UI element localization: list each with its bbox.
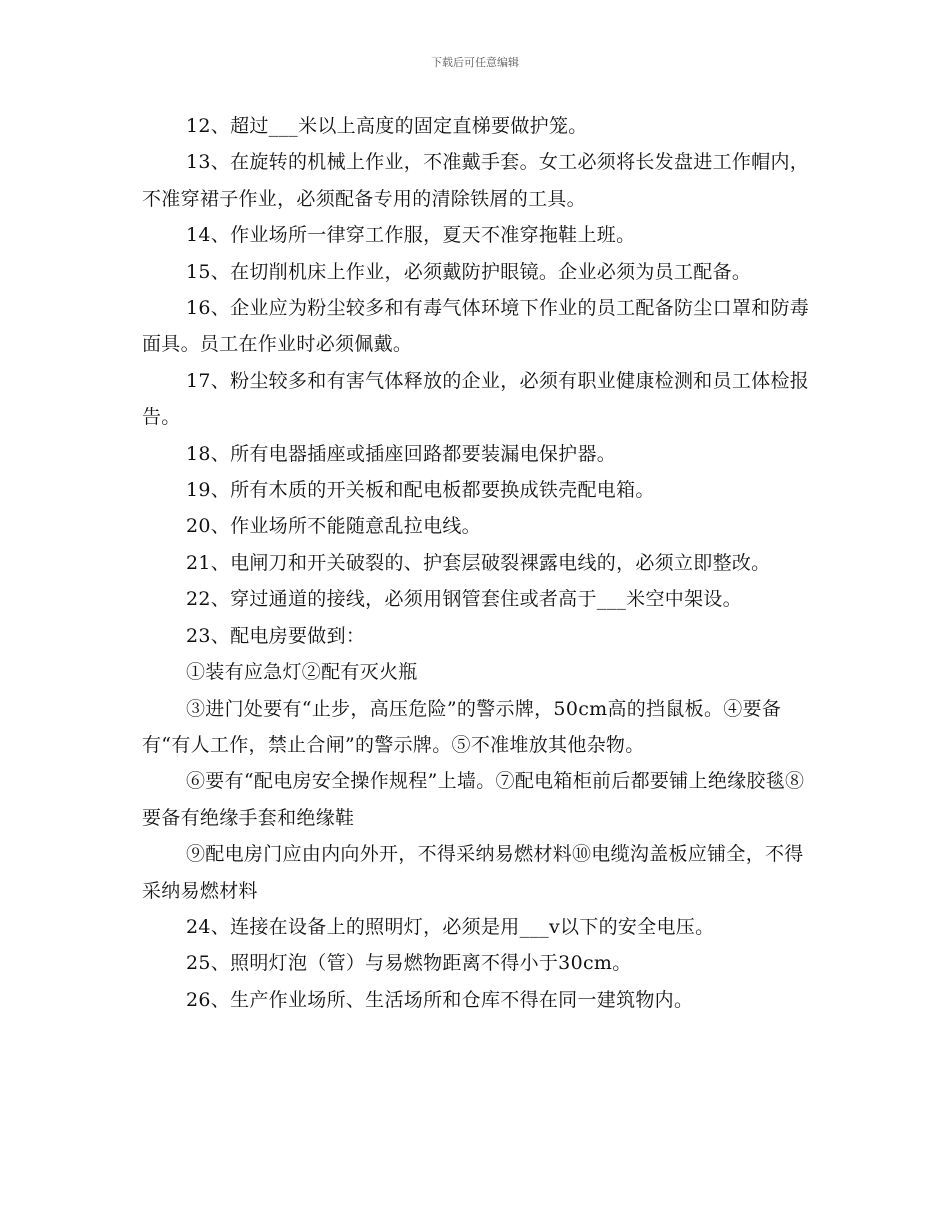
item-23-sub-3: ③进门处要有“止步，高压危险”的警示牌，50cm高的挡鼠板。④要备有“有人工作，禁止合闸”的警示牌。⑤不准堆放其他杂物。 — [142, 697, 782, 756]
item-21: 21、电闸刀和开关破裂的、护套层破裂裸露电线的，必须立即整改。 — [186, 551, 771, 574]
item-23-sub-9: ⑨配电房门应由内向外开，不得采纳易燃材料⑩电缆沟盖板应铺全，不得采纳易燃材料 — [142, 843, 804, 902]
item-23-sub-6: ⑥要有“配电房安全操作规程”上墙。⑦配电箱柜前后都要铺上绝缘胶毯⑧要备有绝缘手套和绝缘鞋 — [142, 770, 805, 829]
item-14: 14、作业场所一律穿工作服，夏天不准穿拖鞋上班。 — [186, 224, 636, 247]
item-19: 19、所有木质的开关板和配电板都要换成铁壳配电箱。 — [186, 479, 655, 502]
item-16: 16、企业应为粉尘较多和有毒气体环境下作业的员工配备防尘口罩和防毒面具。员工在作业时必须佩戴。 — [142, 297, 810, 356]
item-24: 24、连接在设备上的照明灯，必须是用___v以下的安全电压。 — [186, 915, 715, 938]
item-23-sub-1: ①装有应急灯②配有灭火瓶 — [186, 661, 418, 684]
document-body — [142, 108, 810, 1018]
item-18: 18、所有电器插座或插座回路都要装漏电保护器。 — [186, 442, 617, 465]
item-17: 17、粉尘较多和有害气体释放的企业，必须有职业健康检测和员工体检报告。 — [142, 369, 810, 429]
item-25: 25、照明灯泡（管）与易燃物距离不得小于30cm。 — [186, 952, 632, 975]
item-20: 20、作业场所不能随意乱拉电线。 — [186, 515, 481, 538]
item-13: 13、在旋转的机械上作业，不准戴手套。女工必须将长发盘进工作帽内，不准穿裙子作业，必须配备专用的清除铁屑的工具。 — [142, 151, 810, 210]
item-22: 22、穿过通道的接线，必须用钢管套住或者高于___米空中架设。 — [186, 588, 742, 611]
item-12: 12、超过___米以上高度的固定直梯要做护笼。 — [186, 115, 588, 137]
item-15: 15、在切削机床上作业，必须戴防护眼镜。企业必须为员工配备。 — [186, 260, 752, 283]
item-23: 23、配电房要做到： — [186, 624, 366, 647]
page-header: 下载后可任意编辑 — [431, 56, 519, 69]
item-26: 26、生产作业场所、生活场所和仓库不得在同一建筑物内。 — [186, 988, 694, 1011]
